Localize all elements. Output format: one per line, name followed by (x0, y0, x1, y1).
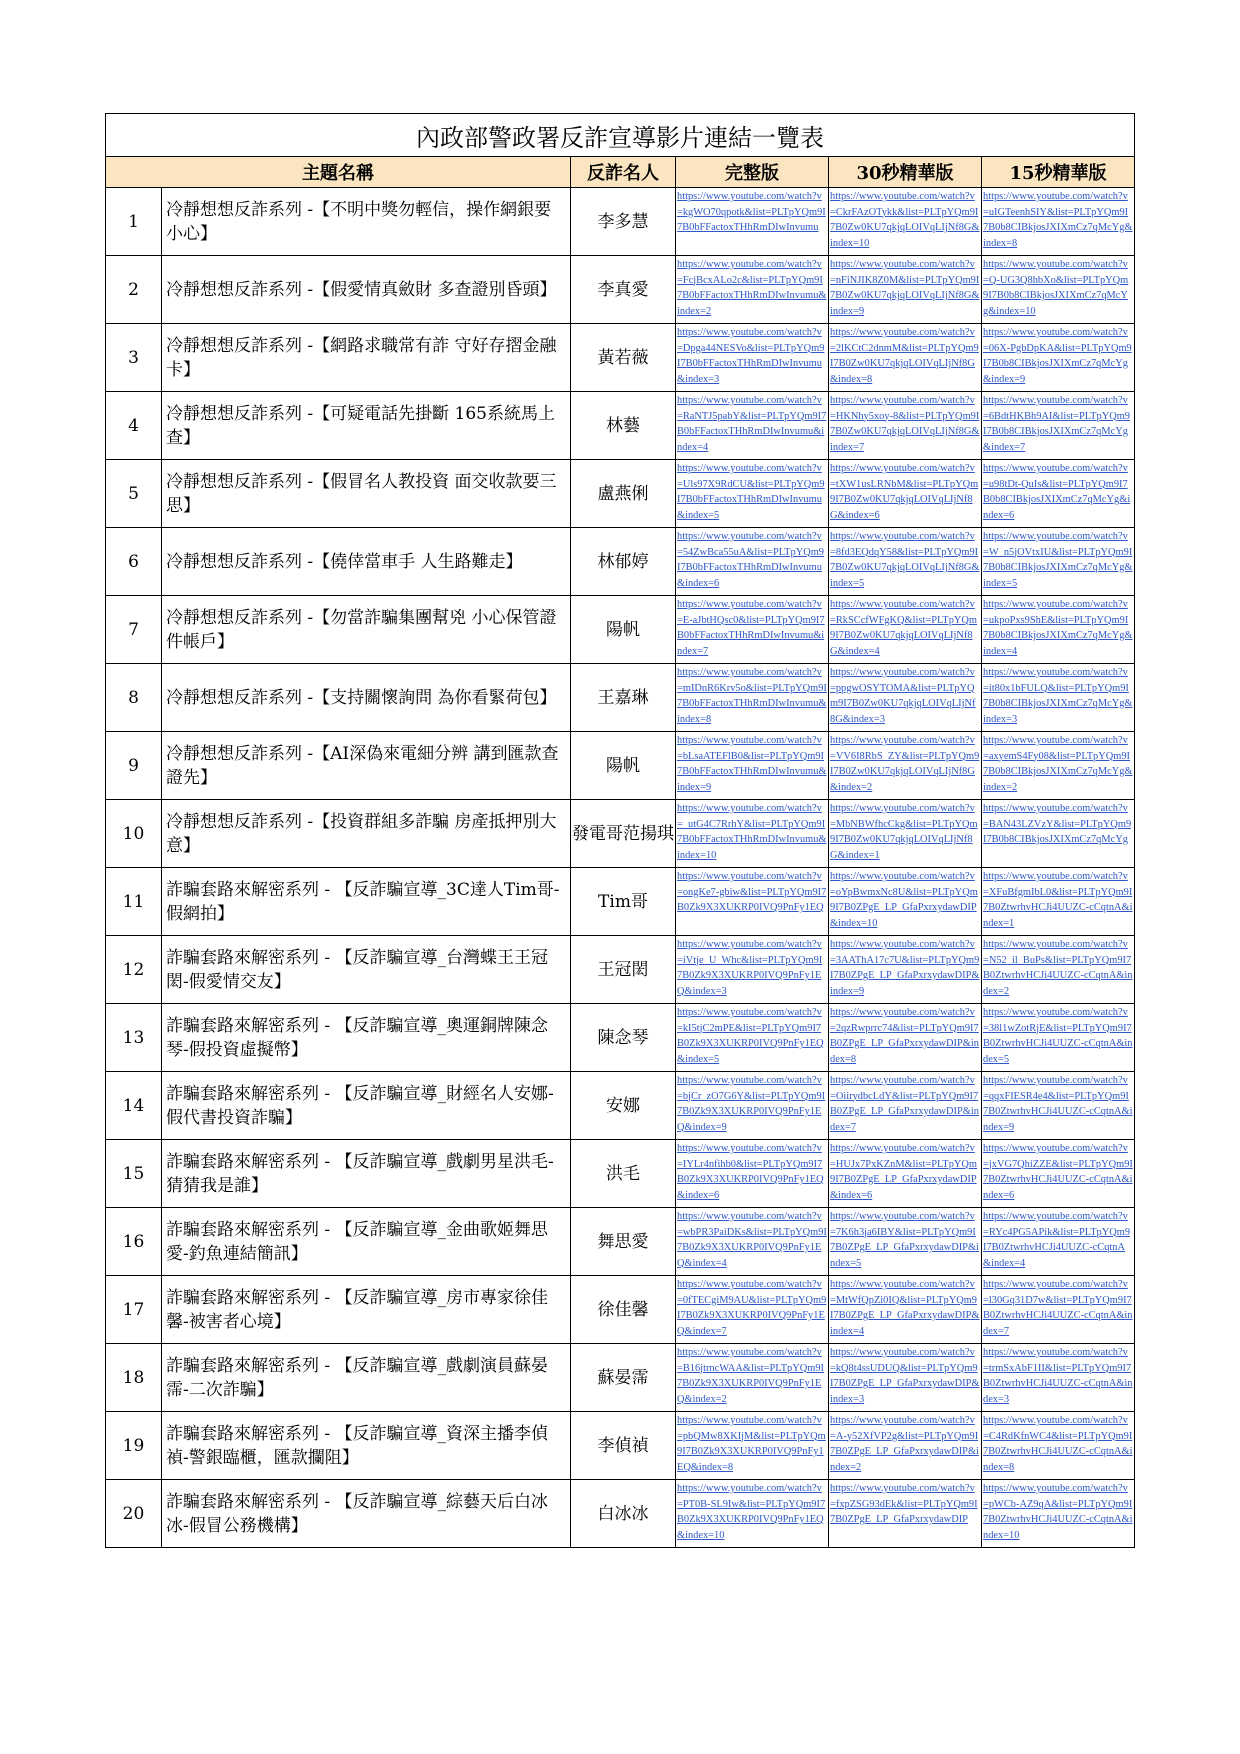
15s-version-link[interactable]: https://www.youtube.com/watch?v=6BdtHKBh9AI&list=PLTpYQm9I7B0b8CIBkjosJXIXmCz7qMcYg&index=7 (983, 395, 1131, 453)
30s-version-link-cell (829, 1344, 982, 1412)
15s-version-link[interactable]: https://www.youtube.com/watch?v=qqxFIESR4e4&list=PLTpYQm9I7B0ZtwrhvHCJi4UUZC-cCqtnA&index=9 (983, 1075, 1133, 1133)
full-version-link-cell (676, 732, 829, 800)
celebrity-name: 洪毛 (571, 1140, 676, 1208)
full-version-link[interactable]: https://www.youtube.com/watch?v=FcjBcxALo2c&list=PLTpYQm9I7B0bFFactoxTHhRmDIwInvumu&index=2 (677, 259, 827, 317)
30s-version-link-cell (829, 188, 982, 256)
15s-version-link[interactable]: https://www.youtube.com/watch?v=N52_il_BuPs&list=PLTpYQm9I7B0ZtwrhvHCJi4UUZC-cCqtnA&index=2 (983, 939, 1133, 997)
topic-name: 詐騙套路來解密系列 - 【反詐騙宣導_綜藝天后白冰冰-假冒公務機構】 (162, 1480, 571, 1548)
full-version-link-cell (676, 188, 829, 256)
table-row (106, 460, 1135, 528)
full-version-link[interactable]: https://www.youtube.com/watch?v=kI5tjC2mPE&list=PLTpYQm9I7B0Zk9X3XUKRP0IVQ9PnFy1EQ&index=5 (677, 1007, 824, 1065)
row-number: 4 (106, 392, 162, 460)
15s-version-link-cell (982, 460, 1135, 528)
15s-version-link[interactable]: https://www.youtube.com/watch?v=trmSxAbF1II&list=PLTpYQm9I7B0ZtwrhvHCJi4UUZC-cCqtnA&index=3 (983, 1347, 1133, 1405)
table-row (106, 392, 1135, 460)
15s-version-link[interactable]: https://www.youtube.com/watch?v=uIGTeenhSIY&list=PLTpYQm9I7B0b8CIBkjosJXIXmCz7qMcYg&index=8 (983, 191, 1133, 249)
30s-version-link[interactable]: https://www.youtube.com/watch?v=OiirydbcLdY&list=PLTpYQm9I7B0ZPgE_LP_GfaPxrxydawDIP&index=7 (830, 1075, 979, 1133)
celebrity-name: 發電哥范揚琪 (571, 800, 676, 868)
full-version-link-cell (676, 1276, 829, 1344)
30s-version-link-cell (829, 800, 982, 868)
30s-version-link-cell (829, 1480, 982, 1548)
30s-version-link-cell (829, 1004, 982, 1072)
row-number: 7 (106, 596, 162, 664)
table-row (106, 1140, 1135, 1208)
30s-version-link-cell (829, 324, 982, 392)
full-version-link[interactable]: https://www.youtube.com/watch?v=pbQMw8XKIjM&list=PLTpYQm9I7B0Zk9X3XUKRP0IVQ9PnFy1EQ&index=8 (677, 1415, 826, 1473)
topic-name: 詐騙套路來解密系列 - 【反詐騙宣導_房市專家徐佳馨-被害者心境】 (162, 1276, 571, 1344)
table-row (106, 800, 1135, 868)
15s-version-link[interactable]: https://www.youtube.com/watch?v=u98tDt-QuIs&list=PLTpYQm9I7B0b8CIBkjosJXIXmCz7qMcYg&index=6 (983, 463, 1131, 521)
full-version-link[interactable]: https://www.youtube.com/watch?v=Dpga44NESVo&list=PLTpYQm9I7B0bFFactoxTHhRmDIwInvumu&index=3 (677, 327, 825, 385)
30s-version-link[interactable]: https://www.youtube.com/watch?v=2qzRwprrc74&list=PLTpYQm9I7B0ZPgE_LP_GfaPxrxydawDIP&index=8 (830, 1007, 979, 1065)
30s-version-link[interactable]: https://www.youtube.com/watch?v=7K6h3ja6IBY&list=PLTpYQm9I7B0ZPgE_LP_GfaPxrxydawDIP&index=5 (830, 1211, 979, 1269)
topic-name: 冷靜想想反詐系列 -【不明中獎勿輕信，操作網銀要小心】 (162, 188, 571, 256)
table-row (106, 596, 1135, 664)
full-version-link[interactable]: https://www.youtube.com/watch?v=wbPR3PaiDKs&list=PLTpYQm9I7B0Zk9X3XUKRP0IVQ9PnFy1EQ&index=4 (677, 1211, 827, 1269)
topic-name: 詐騙套路來解密系列 - 【反詐騙宣導_金曲歌姬舞思愛-釣魚連結簡訊】 (162, 1208, 571, 1276)
30s-version-link-cell (829, 1208, 982, 1276)
full-version-link-cell (676, 1480, 829, 1548)
30s-version-link-cell (829, 1072, 982, 1140)
celebrity-name: 李偵禎 (571, 1412, 676, 1480)
full-version-link-cell (676, 1140, 829, 1208)
celebrity-name: 林藝 (571, 392, 676, 460)
30s-version-link-cell (829, 1276, 982, 1344)
table-row (106, 1344, 1135, 1412)
15s-version-link[interactable]: https://www.youtube.com/watch?v=Q-UG3Q8hbXo&list=PLTpYQm9I7B0b8CIBkjosJXIXmCz7qMcYg&index=10 (983, 259, 1129, 317)
15s-version-link[interactable]: https://www.youtube.com/watch?v=06X-PgbDpKA&list=PLTpYQm9I7B0b8CIBkjosJXIXmCz7qMcYg&index=9 (983, 327, 1132, 385)
header-row (106, 157, 1135, 188)
full-version-link[interactable]: https://www.youtube.com/watch?v=bLsaATEFlB0&list=PLTpYQm9I7B0bFFactoxTHhRmDIwInvumu&index=9 (677, 735, 827, 793)
30s-version-link-cell (829, 936, 982, 1004)
full-version-link-cell (676, 868, 829, 936)
full-version-link-cell (676, 1004, 829, 1072)
row-number: 9 (106, 732, 162, 800)
celebrity-name: 白冰冰 (571, 1480, 676, 1548)
topic-name: 冷靜想想反詐系列 -【假冒名人教投資 面交收款要三思】 (162, 460, 571, 528)
row-number: 18 (106, 1344, 162, 1412)
topic-name: 詐騙套路來解密系列 - 【反詐騙宣導_3C達人Tim哥-假網拍】 (162, 868, 571, 936)
full-version-link[interactable]: https://www.youtube.com/watch?v=E-aJbtHQsc0&list=PLTpYQm9I7B0bFFactoxTHhRmDIwInvumu&index=7 (677, 599, 825, 657)
full-version-link[interactable]: https://www.youtube.com/watch?v=_utG4C7RrhY&list=PLTpYQm9I7B0bFFactoxTHhRmDIwInvumu&index=10 (677, 803, 827, 861)
15s-version-link-cell (982, 528, 1135, 596)
row-number: 15 (106, 1140, 162, 1208)
15s-version-link[interactable]: https://www.youtube.com/watch?v=XFuBfgmIbL0&list=PLTpYQm9I7B0ZtwrhvHCJi4UUZC-cCqtnA&index=1 (983, 871, 1133, 929)
15s-version-link[interactable]: https://www.youtube.com/watch?v=ukpoPxs9ShE&list=PLTpYQm9I7B0b8CIBkjosJXIXmCz7qMcYg&index=4 (983, 599, 1133, 657)
30s-version-link-cell (829, 596, 982, 664)
30s-version-link-cell (829, 732, 982, 800)
header-person: 反詐名人 (571, 157, 676, 188)
table-row (106, 324, 1135, 392)
15s-version-link-cell (982, 1412, 1135, 1480)
30s-version-link[interactable]: https://www.youtube.com/watch?v=A-y52XfVP2g&list=PLTpYQm9I7B0ZPgE_LP_GfaPxrxydawDIP&index=2 (830, 1415, 979, 1473)
15s-version-link-cell (982, 256, 1135, 324)
full-version-link-cell (676, 596, 829, 664)
30s-version-link[interactable]: https://www.youtube.com/watch?v=tXW1usLRNbM&list=PLTpYQm9I7B0Zw0KU7qkjqLOIVqLIjNf8G&index=6 (830, 463, 979, 521)
header-15s-version: 15秒精華版 (982, 157, 1135, 188)
full-version-link-cell (676, 1072, 829, 1140)
full-version-link-cell (676, 664, 829, 732)
topic-name: 冷靜想想反詐系列 -【可疑電話先掛斷 165系統馬上查】 (162, 392, 571, 460)
15s-version-link-cell (982, 1480, 1135, 1548)
table-row (106, 1208, 1135, 1276)
15s-version-link[interactable]: https://www.youtube.com/watch?v=RYc4PG5APik&list=PLTpYQm9I7B0ZtwrhvHCJi4UUZC-cCqtnA&index=4 (983, 1211, 1131, 1269)
15s-version-link-cell (982, 1140, 1135, 1208)
topic-name: 冷靜想想反詐系列 -【假愛情真斂財 多查證別昏頭】 (162, 256, 571, 324)
full-version-link[interactable]: https://www.youtube.com/watch?v=B16jtrncWAA&list=PLTpYQm9I7B0Zk9X3XUKRP0IVQ9PnFy1EQ&index=2 (677, 1347, 824, 1405)
celebrity-name: 陽帆 (571, 732, 676, 800)
table-row (106, 868, 1135, 936)
topic-name: 詐騙套路來解密系列 - 【反詐騙宣導_戲劇演員蘇晏霈-二次詐騙】 (162, 1344, 571, 1412)
30s-version-link[interactable]: https://www.youtube.com/watch?v=HKNhy5xoy-8&list=PLTpYQm9I7B0Zw0KU7qkjqLOIVqLIjNf8G&index=7 (830, 395, 980, 453)
15s-version-link[interactable]: https://www.youtube.com/watch?v=it80x1bFULQ&list=PLTpYQm9I7B0b8CIBkjosJXIXmCz7qMcYg&index=3 (983, 667, 1133, 725)
30s-version-link[interactable]: https://www.youtube.com/watch?v=CkrFAzOTykk&list=PLTpYQm9I7B0Zw0KU7qkjqLOIVqLIjNf8G&index=10 (830, 191, 980, 249)
full-version-link-cell (676, 392, 829, 460)
row-number: 20 (106, 1480, 162, 1548)
30s-version-link[interactable]: https://www.youtube.com/watch?v=oYpBwmxNc8U&list=PLTpYQm9I7B0ZPgE_LP_GfaPxrxydawDIP&index=10 (830, 871, 978, 929)
topic-name: 冷靜想想反詐系列 -【支持關懷詢問 為你看緊荷包】 (162, 664, 571, 732)
celebrity-name: Tim哥 (571, 868, 676, 936)
15s-version-link[interactable]: https://www.youtube.com/watch?v=C4RdKfnWC4&list=PLTpYQm9I7B0ZtwrhvHCJi4UUZC-cCqtnA&index=8 (983, 1415, 1133, 1473)
15s-version-link[interactable]: https://www.youtube.com/watch?v=l30Gq31D7w&list=PLTpYQm9I7B0ZtwrhvHCJi4UUZC-cCqtnA&index=7 (983, 1279, 1133, 1337)
30s-version-link[interactable]: https://www.youtube.com/watch?v=2lKCtC2dnmM&list=PLTpYQm9I7B0Zw0KU7qkjqLOIVqLIjNf8G&index=8 (830, 327, 979, 385)
full-version-link[interactable]: https://www.youtube.com/watch?v=mIDnR6Krv5o&list=PLTpYQm9I7B0bFFactoxTHhRmDIwInvumu&index=8 (677, 667, 827, 725)
video-link-table-sheet (105, 113, 1134, 1548)
full-version-link-cell (676, 324, 829, 392)
header-full-version: 完整版 (676, 157, 829, 188)
row-number: 6 (106, 528, 162, 596)
topic-name: 冷靜想想反詐系列 -【投資群組多詐騙 房產抵押別大意】 (162, 800, 571, 868)
15s-version-link[interactable]: https://www.youtube.com/watch?v=axyemS4Fy08&list=PLTpYQm9I7B0b8CIBkjosJXIXmCz7qMcYg&index=2 (983, 735, 1133, 793)
topic-name: 冷靜想想反詐系列 -【勿當詐騙集團幫兇 小心保管證件帳戶】 (162, 596, 571, 664)
table-row (106, 1412, 1135, 1480)
full-version-link[interactable]: https://www.youtube.com/watch?v=IYLr4nfihb0&list=PLTpYQm9I7B0Zk9X3XUKRP0IVQ9PnFy1EQ&index=6 (677, 1143, 824, 1201)
30s-version-link[interactable]: https://www.youtube.com/watch?v=8fd3EQdqY58&list=PLTpYQm9I7B0Zw0KU7qkjqLOIVqLIjNf8G&index=5 (830, 531, 980, 589)
15s-version-link-cell (982, 324, 1135, 392)
celebrity-name: 蘇晏霈 (571, 1344, 676, 1412)
topic-name: 詐騙套路來解密系列 - 【反詐騙宣導_財經名人安娜-假代書投資詐騙】 (162, 1072, 571, 1140)
row-number: 16 (106, 1208, 162, 1276)
30s-version-link[interactable]: https://www.youtube.com/watch?v=nFiNJIK8Z0M&list=PLTpYQm9I7B0Zw0KU7qkjqLOIVqLIjNf8G&index=9 (830, 259, 980, 317)
30s-version-link[interactable]: https://www.youtube.com/watch?v=fxpZSG93dEk&list=PLTpYQm9I7B0ZPgE_LP_GfaPxrxydawDIP (830, 1483, 978, 1525)
30s-version-link-cell (829, 256, 982, 324)
celebrity-name: 徐佳馨 (571, 1276, 676, 1344)
table-row (106, 1480, 1135, 1548)
full-version-link[interactable]: https://www.youtube.com/watch?v=RaNTJ5pabY&list=PLTpYQm9I7B0bFFactoxTHhRmDIwInvumu&index=4 (677, 395, 827, 453)
30s-version-link[interactable]: https://www.youtube.com/watch?v=3AAThA17c7U&list=PLTpYQm9I7B0ZPgE_LP_GfaPxrxydawDIP&index=9 (830, 939, 980, 997)
row-number: 19 (106, 1412, 162, 1480)
30s-version-link-cell (829, 868, 982, 936)
video-link-table (105, 113, 1135, 1548)
full-version-link[interactable]: https://www.youtube.com/watch?v=54ZwBca55uA&list=PLTpYQm9I7B0bFFactoxTHhRmDIwInvumu&index=6 (677, 531, 824, 589)
full-version-link-cell (676, 1344, 829, 1412)
full-version-link[interactable]: https://www.youtube.com/watch?v=kgWO70qpotk&list=PLTpYQm9I7B0bFFactoxTHhRmDIwInvumu (677, 191, 826, 233)
15s-version-link-cell (982, 1208, 1135, 1276)
header-30s-version: 30秒精華版 (829, 157, 982, 188)
row-number: 1 (106, 188, 162, 256)
15s-version-link-cell (982, 188, 1135, 256)
full-version-link[interactable]: https://www.youtube.com/watch?v=PT0B-SL9Iw&list=PLTpYQm9I7B0Zk9X3XUKRP0IVQ9PnFy1EQ&index=10 (677, 1483, 826, 1541)
celebrity-name: 盧燕俐 (571, 460, 676, 528)
celebrity-name: 李真愛 (571, 256, 676, 324)
15s-version-link-cell (982, 596, 1135, 664)
full-version-link-cell (676, 528, 829, 596)
row-number: 10 (106, 800, 162, 868)
30s-version-link-cell (829, 664, 982, 732)
topic-name: 冷靜想想反詐系列 -【AI深偽來電細分辨 講到匯款查證先】 (162, 732, 571, 800)
full-version-link[interactable]: https://www.youtube.com/watch?v=0fTECgiM9AU&list=PLTpYQm9I7B0Zk9X3XUKRP0IVQ9PnFy1EQ&index=7 (677, 1279, 827, 1337)
15s-version-link-cell (982, 664, 1135, 732)
30s-version-link[interactable]: https://www.youtube.com/watch?v=RkSCcfWFgKQ&list=PLTpYQm9I7B0Zw0KU7qkjqLOIVqLIjNf8G&index=4 (830, 599, 978, 657)
table-row (106, 528, 1135, 596)
celebrity-name: 舞思愛 (571, 1208, 676, 1276)
full-version-link[interactable]: https://www.youtube.com/watch?v=ongKe7-gbiw&list=PLTpYQm9I7B0Zk9X3XUKRP0IVQ9PnFy1EQ (677, 871, 827, 913)
30s-version-link-cell (829, 1140, 982, 1208)
full-version-link-cell (676, 1208, 829, 1276)
row-number: 12 (106, 936, 162, 1004)
30s-version-link[interactable]: https://www.youtube.com/watch?v=ppgwOSYTOMA&list=PLTpYQm9I7B0Zw0KU7qkjqLOIVqLIjNf8G&index=3 (830, 667, 976, 725)
15s-version-link[interactable]: https://www.youtube.com/watch?v=BAN43LZVzY&list=PLTpYQm9I7B0b8CIBkjosJXIXmCz7qMcYg (983, 803, 1132, 845)
row-number: 11 (106, 868, 162, 936)
30s-version-link[interactable]: https://www.youtube.com/watch?v=VV6I8RbS_ZY&list=PLTpYQm9I7B0Zw0KU7qkjqLOIVqLIjNf8G&index=2 (830, 735, 980, 793)
15s-version-link-cell (982, 1344, 1135, 1412)
table-row (106, 1004, 1135, 1072)
15s-version-link-cell (982, 392, 1135, 460)
table-row (106, 664, 1135, 732)
full-version-link-cell (676, 936, 829, 1004)
topic-name: 詐騙套路來解密系列 - 【反詐騙宣導_資深主播李偵禎-警銀臨櫃，匯款攔阻】 (162, 1412, 571, 1480)
15s-version-link-cell (982, 868, 1135, 936)
15s-version-link-cell (982, 800, 1135, 868)
table-row (106, 732, 1135, 800)
15s-version-link[interactable]: https://www.youtube.com/watch?v=W_n5jOVtxIU&list=PLTpYQm9I7B0b8CIBkjosJXIXmCz7qMcYg&index=5 (983, 531, 1133, 589)
celebrity-name: 陳念琴 (571, 1004, 676, 1072)
celebrity-name: 陽帆 (571, 596, 676, 664)
full-version-link[interactable]: https://www.youtube.com/watch?v=Uls97X9RdCU&list=PLTpYQm9I7B0bFFactoxTHhRmDIwInvumu&index=5 (677, 463, 825, 521)
celebrity-name: 李多慧 (571, 188, 676, 256)
table-title: 內政部警政署反詐宣導影片連結一覽表 (106, 114, 1135, 157)
30s-version-link[interactable]: https://www.youtube.com/watch?v=HUJx7PxKZnM&list=PLTpYQm9I7B0ZPgE_LP_GfaPxrxydawDIP&index=6 (830, 1143, 978, 1201)
30s-version-link[interactable]: https://www.youtube.com/watch?v=kQ8t4ssUDUQ&list=PLTpYQm9I7B0ZPgE_LP_GfaPxrxydawDIP&index=3 (830, 1347, 980, 1405)
header-topic: 主題名稱 (106, 157, 571, 188)
30s-version-link[interactable]: https://www.youtube.com/watch?v=MtWfQpZi0IQ&list=PLTpYQm9I7B0ZPgE_LP_GfaPxrxydawDIP&index=4 (830, 1279, 980, 1337)
full-version-link-cell (676, 256, 829, 324)
table-row (106, 1072, 1135, 1140)
row-number: 8 (106, 664, 162, 732)
full-version-link[interactable]: https://www.youtube.com/watch?v=bjCr_zO7G6Y&list=PLTpYQm9I7B0Zk9X3XUKRP0IVQ9PnFy1EQ&index=9 (677, 1075, 826, 1133)
30s-version-link-cell (829, 528, 982, 596)
full-version-link-cell (676, 800, 829, 868)
row-number: 14 (106, 1072, 162, 1140)
celebrity-name: 王冠閎 (571, 936, 676, 1004)
celebrity-name: 王嘉琳 (571, 664, 676, 732)
row-number: 3 (106, 324, 162, 392)
topic-name: 冷靜想想反詐系列 -【網路求職常有詐 守好存摺金融卡】 (162, 324, 571, 392)
table-row (106, 256, 1135, 324)
30s-version-link[interactable]: https://www.youtube.com/watch?v=MbNBWfhcCkg&list=PLTpYQm9I7B0Zw0KU7qkjqLOIVqLIjNf8G&index=1 (830, 803, 978, 861)
table-row (106, 188, 1135, 256)
row-number: 2 (106, 256, 162, 324)
15s-version-link[interactable]: https://www.youtube.com/watch?v=pWCb-AZ9qA&list=PLTpYQm9I7B0ZtwrhvHCJi4UUZC-cCqtnA&index=10 (983, 1483, 1133, 1541)
row-number: 13 (106, 1004, 162, 1072)
15s-version-link-cell (982, 732, 1135, 800)
topic-name: 冷靜想想反詐系列 -【僥倖當車手 人生路難走】 (162, 528, 571, 596)
full-version-link[interactable]: https://www.youtube.com/watch?v=iVtje_U_Whc&list=PLTpYQm9I7B0Zk9X3XUKRP0IVQ9PnFy1EQ&index=3 (677, 939, 823, 997)
15s-version-link-cell (982, 1276, 1135, 1344)
15s-version-link-cell (982, 936, 1135, 1004)
30s-version-link-cell (829, 460, 982, 528)
celebrity-name: 林郁婷 (571, 528, 676, 596)
table-row (106, 936, 1135, 1004)
15s-version-link[interactable]: https://www.youtube.com/watch?v=jxVG7QhiZZE&list=PLTpYQm9I7B0ZtwrhvHCJi4UUZC-cCqtnA&index=6 (983, 1143, 1133, 1201)
topic-name: 詐騙套路來解密系列 - 【反詐騙宣導_台灣蝶王王冠閎-假愛情交友】 (162, 936, 571, 1004)
row-number: 5 (106, 460, 162, 528)
celebrity-name: 黃若薇 (571, 324, 676, 392)
table-row (106, 1276, 1135, 1344)
15s-version-link-cell (982, 1004, 1135, 1072)
topic-name: 詐騙套路來解密系列 - 【反詐騙宣導_奧運銅牌陳念琴-假投資虛擬幣】 (162, 1004, 571, 1072)
full-version-link-cell (676, 460, 829, 528)
topic-name: 詐騙套路來解密系列 - 【反詐騙宣導_戲劇男星洪毛-猜猜我是誰】 (162, 1140, 571, 1208)
15s-version-link[interactable]: https://www.youtube.com/watch?v=38l1wZotRjE&list=PLTpYQm9I7B0ZtwrhvHCJi4UUZC-cCqtnA&index=5 (983, 1007, 1133, 1065)
30s-version-link-cell (829, 392, 982, 460)
row-number: 17 (106, 1276, 162, 1344)
30s-version-link-cell (829, 1412, 982, 1480)
celebrity-name: 安娜 (571, 1072, 676, 1140)
15s-version-link-cell (982, 1072, 1135, 1140)
full-version-link-cell (676, 1412, 829, 1480)
